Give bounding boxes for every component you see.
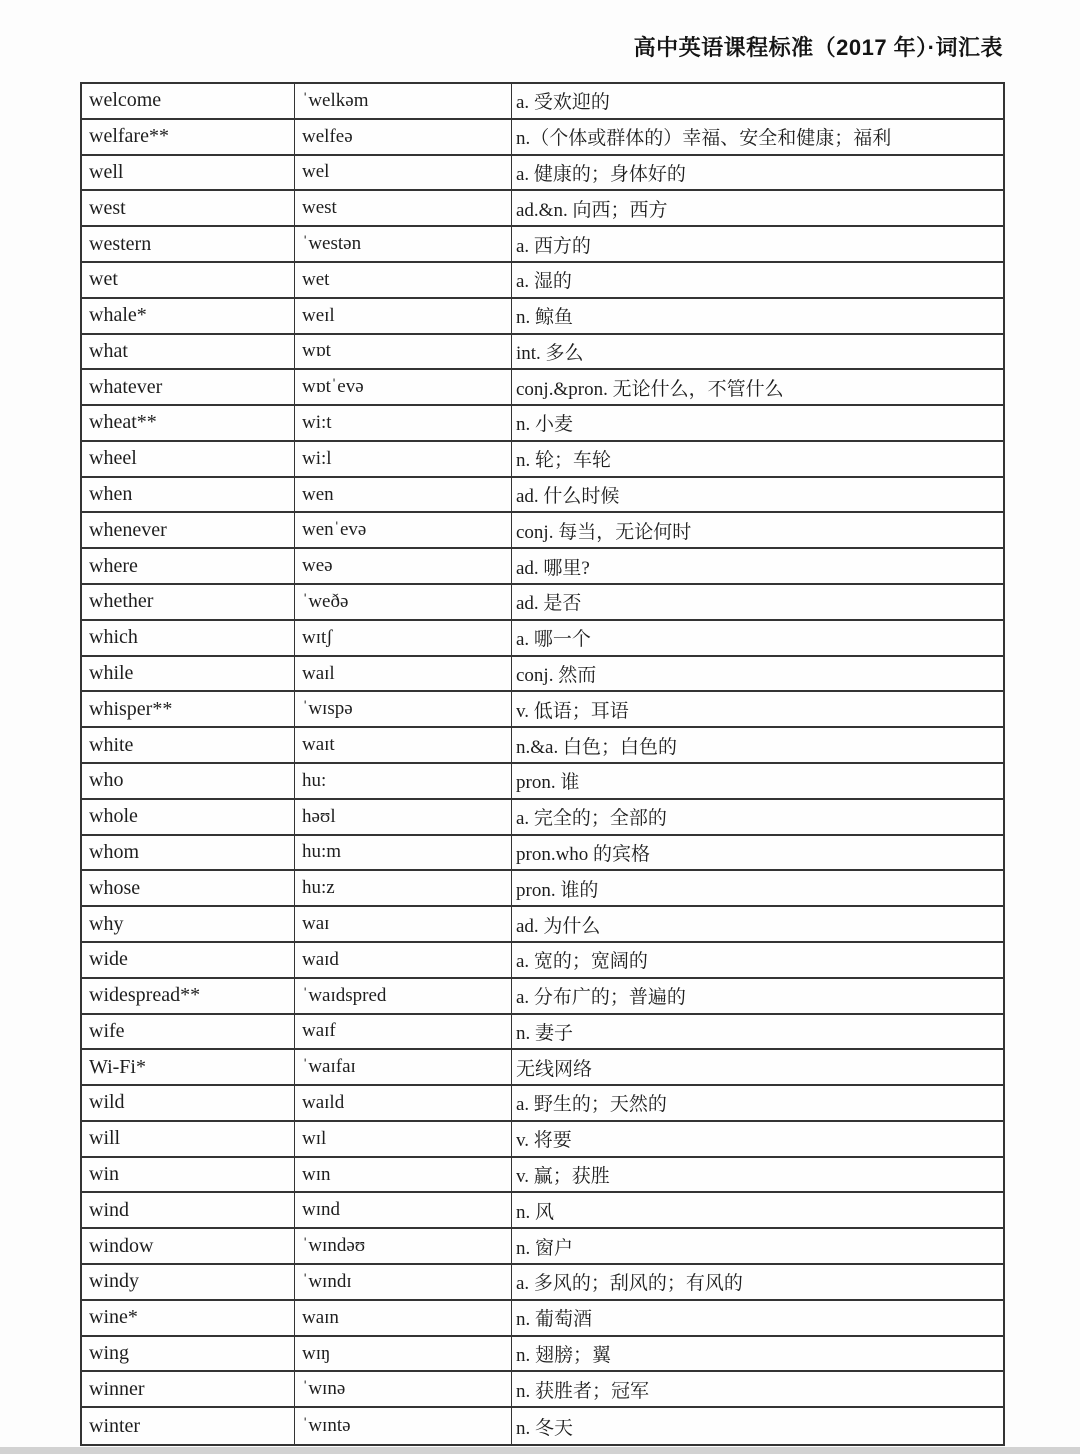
table-row [82, 84, 1003, 120]
table-row [82, 836, 1003, 872]
ipa-cell: west [295, 191, 512, 225]
word-cell: wife [82, 1015, 295, 1049]
meaning-cell: v. 将要 [516, 1130, 572, 1152]
table-row [82, 513, 1003, 549]
ipa-cell: wɪl [295, 1122, 512, 1156]
meaning-cell: ad. 哪里? [516, 557, 590, 579]
word-cell: widespread** [82, 979, 295, 1013]
table-row [82, 692, 1003, 728]
vocab-table [80, 82, 1005, 1446]
ipa-cell: hu: [295, 764, 512, 798]
table-row [82, 800, 1003, 836]
ipa-cell: ˈwɪndɪ [295, 1265, 512, 1299]
word-cell: west [82, 191, 295, 225]
ipa-cell: waɪn [295, 1301, 512, 1335]
table-row [82, 442, 1003, 478]
table-row [82, 263, 1003, 299]
ipa-cell: welfeə [295, 120, 512, 154]
meaning-cell: n. 葡萄酒 [516, 1309, 593, 1331]
meaning-cell: n. 窗户 [516, 1237, 574, 1259]
meaning-cell: int. 多么 [516, 342, 584, 364]
word-cell: whole [82, 800, 295, 834]
table-row [82, 1193, 1003, 1229]
meaning-cell: a. 野生的；天然的 [516, 1094, 667, 1116]
table-row [82, 585, 1003, 621]
table-row [82, 943, 1003, 979]
ipa-cell: ˈwestən [295, 227, 512, 261]
word-cell: whale* [82, 299, 295, 333]
table-row [82, 227, 1003, 263]
meaning-cell: v. 低语；耳语 [516, 700, 629, 722]
table-row [82, 1158, 1003, 1194]
meaning-cell: a. 健康的；身体好的 [516, 163, 686, 185]
meaning-cell: ad. 为什么 [516, 915, 601, 937]
word-cell: window [82, 1229, 295, 1263]
meaning-cell: a. 多风的；刮风的；有风的 [516, 1273, 743, 1295]
ipa-cell: ˈwaɪdspred [295, 979, 512, 1013]
word-cell: which [82, 621, 295, 655]
word-cell: whose [82, 871, 295, 905]
word-cell: whom [82, 836, 295, 870]
ipa-cell: waɪf [295, 1015, 512, 1049]
ipa-cell: wɪŋ [295, 1337, 512, 1371]
meaning-cell: n. 妻子 [516, 1022, 574, 1044]
word-cell: Wi-Fi* [82, 1050, 295, 1084]
meaning-cell: n.（个体或群体的）幸福、安全和健康；福利 [516, 128, 892, 150]
meaning-cell: conj.&pron. 无论什么，不管什么 [516, 378, 784, 400]
ipa-cell: weɪl [295, 299, 512, 333]
word-cell: wild [82, 1086, 295, 1120]
ipa-cell: waɪl [295, 657, 512, 691]
meaning-cell: conj. 每当，无论何时 [516, 521, 692, 543]
table-row [82, 1265, 1003, 1301]
meaning-cell: a. 湿的 [516, 271, 572, 293]
word-cell: who [82, 764, 295, 798]
word-cell: winter [82, 1408, 295, 1444]
table-row [82, 1408, 1003, 1444]
ipa-cell: wɪtʃ [295, 621, 512, 655]
ipa-cell: wɒt [295, 335, 512, 369]
word-cell: wheel [82, 442, 295, 476]
table-row [82, 1229, 1003, 1265]
ipa-cell: wel [295, 156, 512, 190]
word-cell: why [82, 907, 295, 941]
ipa-cell: weə [295, 549, 512, 583]
word-cell: whether [82, 585, 295, 619]
meaning-cell: n. 冬天 [516, 1417, 574, 1439]
table-row [82, 1050, 1003, 1086]
table-row [82, 1301, 1003, 1337]
table-row [82, 478, 1003, 514]
word-cell: wheat** [82, 406, 295, 440]
table-row [82, 1337, 1003, 1373]
ipa-cell: hu:m [295, 836, 512, 870]
ipa-cell: wɪnd [295, 1193, 512, 1227]
table-row [82, 621, 1003, 657]
ipa-cell: wi:l [295, 442, 512, 476]
table-row [82, 1372, 1003, 1408]
meaning-cell: n.&a. 白色；白色的 [516, 736, 677, 758]
table-row [82, 120, 1003, 156]
word-cell: winner [82, 1372, 295, 1406]
ipa-cell: ˈweðə [295, 585, 512, 619]
word-cell: wind [82, 1193, 295, 1227]
ipa-cell: wet [295, 263, 512, 297]
word-cell: western [82, 227, 295, 261]
table-row [82, 907, 1003, 943]
ipa-cell: wɪn [295, 1158, 512, 1192]
meaning-cell: a. 分布广的；普遍的 [516, 987, 686, 1009]
word-cell: whenever [82, 513, 295, 547]
word-cell: well [82, 156, 295, 190]
word-cell: welfare** [82, 120, 295, 154]
meaning-cell: ad.&n. 向西；西方 [516, 199, 668, 221]
word-cell: when [82, 478, 295, 512]
ipa-cell: wɒtˈevə [295, 370, 512, 404]
word-cell: whisper** [82, 692, 295, 726]
meaning-cell: ad. 什么时候 [516, 486, 620, 508]
meaning-cell: n. 风 [516, 1201, 555, 1223]
page-bottom-edge [0, 1447, 1080, 1454]
table-row [82, 191, 1003, 227]
meaning-cell: ad. 是否 [516, 593, 582, 615]
meaning-cell: pron.who 的宾格 [516, 843, 651, 865]
meaning-cell: n. 鲸鱼 [516, 307, 574, 329]
table-row [82, 657, 1003, 693]
word-cell: will [82, 1122, 295, 1156]
meaning-cell: a. 哪一个 [516, 629, 591, 651]
page-title: 高中英语课程标准（2017 年）·词汇表 [633, 35, 1003, 60]
meaning-cell: n. 翅膀；翼 [516, 1345, 612, 1367]
word-cell: white [82, 728, 295, 762]
word-cell: wide [82, 943, 295, 977]
meaning-cell: pron. 谁 [516, 772, 580, 794]
ipa-cell: ˈwɪndəʊ [295, 1229, 512, 1263]
table-row [82, 1086, 1003, 1122]
word-cell: wing [82, 1337, 295, 1371]
word-cell: wet [82, 263, 295, 297]
meaning-cell: a. 宽的；宽阔的 [516, 951, 648, 973]
table-row [82, 764, 1003, 800]
meaning-cell: 无线网络 [516, 1058, 593, 1080]
ipa-cell: waɪd [295, 943, 512, 977]
meaning-cell: n. 轮；车轮 [516, 450, 612, 472]
ipa-cell: ˈwɪnə [295, 1372, 512, 1406]
word-cell: welcome [82, 84, 295, 118]
word-cell: what [82, 335, 295, 369]
meaning-cell: pron. 谁的 [516, 879, 599, 901]
ipa-cell: ˈwelkəm [295, 84, 512, 118]
ipa-cell: ˈwɪntə [295, 1408, 512, 1444]
ipa-cell: ˈwaɪfaɪ [295, 1050, 512, 1084]
ipa-cell: wenˈevə [295, 513, 512, 547]
meaning-cell: n. 获胜者；冠军 [516, 1380, 650, 1402]
table-row [82, 299, 1003, 335]
ipa-cell: waɪ [295, 907, 512, 941]
ipa-cell: wi:t [295, 406, 512, 440]
table-row [82, 370, 1003, 406]
table-row [82, 406, 1003, 442]
ipa-cell: həʊl [295, 800, 512, 834]
meaning-cell: a. 完全的；全部的 [516, 808, 667, 830]
meaning-cell: conj. 然而 [516, 665, 597, 687]
table-row [82, 1015, 1003, 1051]
table-row [82, 335, 1003, 371]
ipa-cell: waɪt [295, 728, 512, 762]
meaning-cell: a. 受欢迎的 [516, 92, 610, 114]
word-cell: while [82, 657, 295, 691]
meaning-cell: a. 西方的 [516, 235, 591, 257]
table-row [82, 156, 1003, 192]
table-row [82, 1122, 1003, 1158]
ipa-cell: hu:z [295, 871, 512, 905]
meaning-cell: v. 赢；获胜 [516, 1166, 610, 1188]
table-row [82, 871, 1003, 907]
meaning-cell: n. 小麦 [516, 414, 574, 436]
word-cell: where [82, 549, 295, 583]
table-row [82, 979, 1003, 1015]
ipa-cell: ˈwɪspə [295, 692, 512, 726]
table-row [82, 549, 1003, 585]
ipa-cell: wen [295, 478, 512, 512]
table-row [82, 728, 1003, 764]
word-cell: win [82, 1158, 295, 1192]
word-cell: wine* [82, 1301, 295, 1335]
word-cell: whatever [82, 370, 295, 404]
ipa-cell: waɪld [295, 1086, 512, 1120]
word-cell: windy [82, 1265, 295, 1299]
